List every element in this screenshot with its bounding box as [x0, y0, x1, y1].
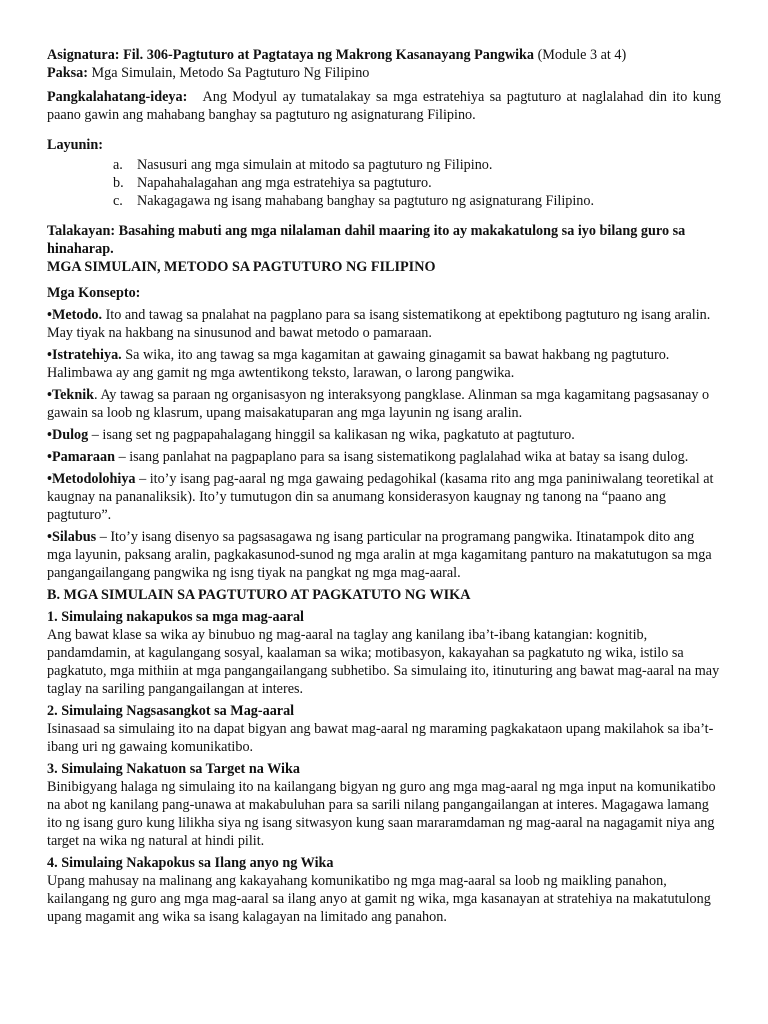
simulain-heading: 2. Simulaing Nagsasangkot sa Mag-aaral — [47, 703, 295, 719]
ideya-paragraph — [47, 88, 721, 124]
section-title: MGA SIMULAIN, METODO SA PAGTUTURO NG FILIPINO — [47, 259, 436, 275]
simulain-heading: 3. Simulaing Nakatuon sa Target na Wika — [47, 761, 300, 777]
asignatura-note: (Module 3 at 4) — [537, 47, 627, 63]
talakayan-paragraph: Talakayan: Basahing mabuti ang mga nilalaman dahil maaring ito ay makakatulong sa iyo bilang guro sa hinaharap. — [47, 223, 686, 257]
asignatura-line — [47, 46, 721, 64]
asignatura-label: Asignatura: — [47, 47, 120, 63]
ideya-label: Pangkalahatang-ideya: — [47, 89, 188, 105]
section-b-title: B. MGA SIMULAIN SA PAGTUTURO AT PAGKATUTO NG WIKA — [47, 587, 471, 603]
ideya-value: Ang Modyul ay tumatalakay sa mga estratehiya sa pagtuturo at naglalahad din ito kung paano gawin ang mahabang banghay sa pagtuturo ng asignaturang Filipino. — [47, 89, 722, 123]
konsepto-item: •Metodolohiya – ito’y isang pag-aaral ng mga gawaing pedagohikal (kasama rito ang mga paniniwalang teoretikal at kaugnay na pananaliksik). Ito’y tumutugon din sa anumang konsiderasyon kaugnay ng tanong na “paano ang pagtuturo”. — [47, 471, 714, 523]
konsepto-item: •Silabus – Ito’y isang disenyo sa pagsasagawa ng isang particular na programang pangwika. Itinatampok dito ang mga layunin, paksang aralin, pagkakasunod-sunod ng mga aralin at mga kagamitang panturo na makatutugon sa mga pangangailangang pangwika ng isng tiyak na pangkat ng mga mag-aaral. — [47, 529, 712, 581]
konsepto-heading: Mga Konsepto: — [47, 285, 141, 301]
konsepto-item: •Teknik. Ay tawag sa paraan ng organisasyon ng interaksyong pangklase. Alinman sa mga kagamitang pagsasanay o gawain sa loob ng klasrum, upang maisakatuparan ang mga layunin ng isang aralin. — [47, 387, 710, 421]
simulain-heading: 4. Simulaing Nakapokus sa Ilang anyo ng Wika — [47, 855, 334, 871]
simulain-heading: 1. Simulaing nakapukos sa mga mag-aaral — [47, 609, 305, 625]
list-item: b. Napahahalagahan ang mga estratehiya sa pagtuturo. — [113, 175, 432, 191]
konsepto-item: •Metodo. Ito and tawag sa pnalahat na pagplano para sa isang sistematikong at epektibong pagtuturo ng isang aralin. May tiyak na hakbang na sinusunod and bawat metodo o pamaraan. — [47, 307, 711, 341]
simulain-text: Upang mahusay na malinang ang kakayahang komunikatibo ng mga mag-aaral sa loob ng maikling panahon, kailangang ng guro ang mga mag-aaral sa ilang anyo at gamit ng wika, mga kasanayan at stratehiya na makatutulong upang magamit ang wika sa isang kalagayan na limitado ang panahon. — [47, 873, 711, 925]
list-item: a. Nasusuri ang mga simulain at mitodo sa pagtuturo ng Filipino. — [113, 157, 493, 173]
simulain-text: Isinasaad sa simulaing ito na dapat bigyan ang bawat mag-aaral ng maraming pagkakataon upang makilahok sa iba’t-ibang uri ng gawaing komunikatibo. — [47, 721, 714, 755]
layunin-heading: Layunin: — [47, 137, 103, 153]
layunin-list — [47, 156, 721, 210]
konsepto-item: •Istratehiya. Sa wika, ito ang tawag sa mga kagamitan at gawaing ginagamit sa bawat hakbang ng pagtuturo. Halimbawa ay ang gamit ng mga awtentikong teksto, larawan, o larong pangwika. — [47, 347, 670, 381]
konsepto-item: •Dulog – isang set ng pagpapahalagang hinggil sa kalikasan ng wika, pagkatuto at pagtuturo. — [47, 427, 575, 443]
simulain-text: Ang bawat klase sa wika ay binubuo ng mag-aaral na taglay ang kanilang iba’t-ibang katangian: kognitib, pandamdamin, at kagulangang sosyal, kaalaman sa wika; motibasyon, kakayahan sa pagkatuto ng wika, istilo sa pagkatuto, mga mithiin at mga pangangailangang subhetibo. Sa simulaing ito, itinuturing ang bawat mag-aaral na may taglay na sariling pangangailangan at interes. — [47, 627, 720, 697]
konsepto-item: •Pamaraan – isang panlahat na pagpaplano para sa isang sistematikong paglalahad wika at batay sa isang dulog. — [47, 449, 689, 465]
paksa-label: Paksa: — [47, 65, 88, 81]
simulain-text: Binibigyang halaga ng simulaing ito na kailangang bigyan ng guro ang mga mag-aaral ng mga input na komunikatibo na abot ng kanilang pang-unawa at makabuluhan para sa sarili nilang pangangailangan at interes. Magagawa lamang ito ng isang guro kung lilikha siya ng isang sitwasyon kung saan mararamdaman ng mag-aaral na nagagamit niya ang target na wika ng natural at hindi pilit. — [47, 779, 716, 849]
asignatura-value: Fil. 306-Pagtuturo at Pagtataya ng Makrong Kasanayang Pangwika — [123, 47, 535, 63]
list-item: c. Nakagagawa ng isang mahabang banghay sa pagtuturo ng asignaturang Filipino. — [113, 193, 595, 209]
paksa-value: Mga Simulain, Metodo Sa Pagtuturo Ng Filipino — [91, 65, 370, 81]
paksa-line — [47, 64, 721, 82]
